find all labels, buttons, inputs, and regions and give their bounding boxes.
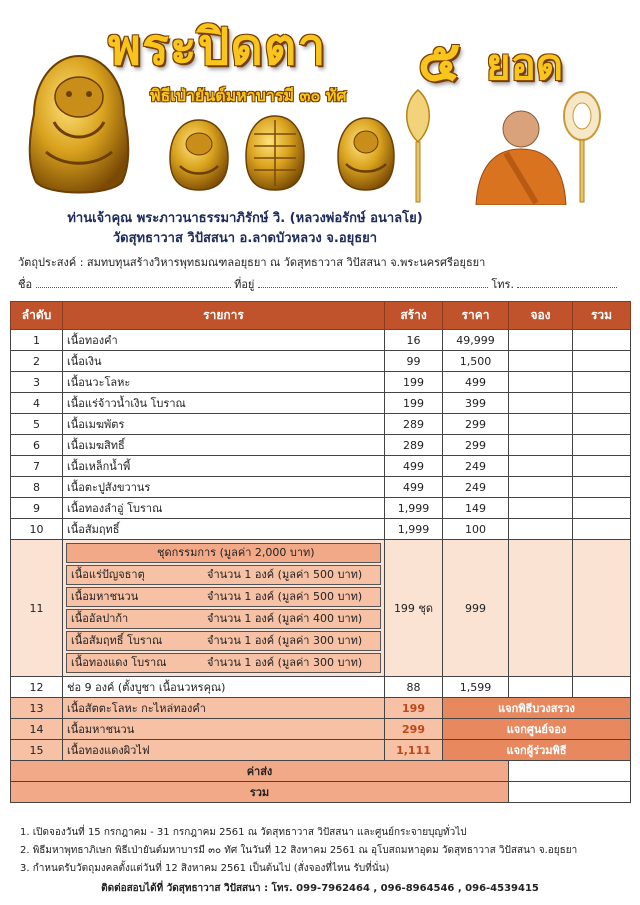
amulet-image-3	[244, 114, 306, 192]
row-reserve-cell[interactable]	[509, 677, 573, 698]
set-total-cell[interactable]	[573, 540, 631, 677]
row-made: 99	[385, 351, 443, 372]
row-item: เนื้อเมฆสิทธิ์	[63, 435, 385, 456]
row-total-cell[interactable]	[573, 477, 631, 498]
shipping-value-cell[interactable]	[509, 761, 631, 782]
address-input[interactable]	[258, 278, 488, 288]
set-item-qty: จำนวน 1 องค์ (มูลค่า 400 บาท)	[207, 612, 363, 625]
row-price: 49,999	[443, 330, 509, 351]
header-price: ราคา	[443, 302, 509, 330]
table-header-row	[11, 302, 631, 330]
row-price: 249	[443, 477, 509, 498]
name-label: ชื่อ	[18, 278, 33, 291]
phone-input[interactable]	[517, 278, 617, 288]
row-total-cell[interactable]	[573, 677, 631, 698]
set-reserve-cell[interactable]	[509, 540, 573, 677]
row-reserve-cell[interactable]	[509, 372, 573, 393]
note-item: 1. เปิดจองวันที่ 15 กรกฎาคม - 31 กรกฎาคม 2561 ณ วัดสุทธาวาส วิปัสสนา และศูนย์กระจายบุญทั่วไป	[20, 827, 467, 838]
row-total-cell[interactable]	[573, 435, 631, 456]
gift-note: แจกพิธีบวงสรวง	[443, 698, 631, 719]
header-item: รายการ	[63, 302, 385, 330]
sum-value-cell[interactable]	[509, 782, 631, 803]
header-reserve: จอง	[509, 302, 573, 330]
table-row-set	[11, 540, 631, 677]
shipping-row	[11, 761, 631, 782]
row-made: 1,111	[385, 740, 443, 761]
row-index: 4	[11, 393, 63, 414]
title-suffix: ยอด	[486, 40, 564, 89]
row-index: 5	[11, 414, 63, 435]
row-reserve-cell[interactable]	[509, 477, 573, 498]
row-reserve-cell[interactable]	[509, 393, 573, 414]
row-price: 1,599	[443, 677, 509, 698]
row-total-cell[interactable]	[573, 372, 631, 393]
row-price: 249	[443, 456, 509, 477]
contact-info: ติดต่อสอบได้ที่ วัดสุทธาวาส วิปัสสนา : โทร. 099-7962464 , 096-8964546 , 096-4539415	[101, 883, 539, 894]
row-reserve-cell[interactable]	[509, 456, 573, 477]
gift-note: แจกศูนย์จอง	[443, 719, 631, 740]
row-index: 1	[11, 330, 63, 351]
table-row	[11, 372, 631, 393]
row-made: 499	[385, 456, 443, 477]
row-index: 14	[11, 719, 63, 740]
row-price: 1,500	[443, 351, 509, 372]
table-row	[11, 477, 631, 498]
set-item-qty: จำนวน 1 องค์ (มูลค่า 300 บาท)	[207, 634, 363, 647]
row-made: 88	[385, 677, 443, 698]
address-label: ที่อยู่	[234, 278, 255, 291]
amulet-image-4	[336, 116, 396, 192]
set-item-name: เนื้อแร่ปัญจธาตุ	[71, 568, 145, 581]
notes	[20, 824, 577, 878]
row-price: 100	[443, 519, 509, 540]
table-row	[11, 677, 631, 698]
set-item-name: เนื้อมหาชนวน	[71, 590, 139, 603]
set-item	[66, 653, 381, 673]
set-item	[66, 565, 381, 585]
set-item-qty: จำนวน 1 องค์ (มูลค่า 500 บาท)	[207, 590, 363, 603]
header	[0, 0, 640, 200]
gift-row	[11, 698, 631, 719]
row-made: 199	[385, 372, 443, 393]
title-subtitle: พิธีเป่ายันต์มหาบารมี ๓๐ ทัศ	[150, 86, 347, 105]
customer-form-line	[18, 275, 628, 293]
row-item: เนื้อแร่จ้าวน้ำเงิน โบราณ	[63, 393, 385, 414]
row-item: เนื้อสัตตะโลหะ กะไหล่ทองคำ	[63, 698, 385, 719]
set-item	[66, 609, 381, 629]
row-index: 7	[11, 456, 63, 477]
row-item: เนื้อมหาชนวน	[63, 719, 385, 740]
row-index: 15	[11, 740, 63, 761]
set-item-name: เนื้อทองแดง โบราณ	[71, 656, 167, 669]
row-reserve-cell[interactable]	[509, 351, 573, 372]
row-made: 1,999	[385, 519, 443, 540]
left-ornament-image	[398, 86, 438, 206]
header-made: สร้าง	[385, 302, 443, 330]
table-row	[11, 330, 631, 351]
set-price: 999	[443, 540, 509, 677]
monk-portrait-image	[466, 105, 576, 205]
row-reserve-cell[interactable]	[509, 435, 573, 456]
title-main: พระปิดตา	[108, 18, 327, 76]
temple-location-line: วัดสุทธาวาส วิปัสสนา อ.ลาดบัวหลวง จ.อยุธยา	[112, 231, 378, 246]
set-item-qty: จำนวน 1 องค์ (มูลค่า 300 บาท)	[207, 656, 363, 669]
table-row	[11, 498, 631, 519]
table-row	[11, 435, 631, 456]
set-item-name: เนื้อสัมฤทธิ์ โบราณ	[71, 634, 163, 647]
row-item: เนื้อทองคำ	[63, 330, 385, 351]
title-number-five: ๕	[418, 29, 461, 94]
sum-label: รวม	[11, 782, 509, 803]
row-total-cell[interactable]	[573, 330, 631, 351]
set-items-cell	[63, 540, 385, 677]
set-item	[66, 587, 381, 607]
row-index: 13	[11, 698, 63, 719]
amulet-image-2	[168, 118, 230, 192]
row-made: 499	[385, 477, 443, 498]
order-table	[10, 301, 631, 803]
row-index: 3	[11, 372, 63, 393]
sum-row	[11, 782, 631, 803]
row-reserve-cell[interactable]	[509, 414, 573, 435]
row-reserve-cell[interactable]	[509, 498, 573, 519]
row-item: เนื้อนวะโลหะ	[63, 372, 385, 393]
table-row	[11, 351, 631, 372]
row-made: 289	[385, 414, 443, 435]
row-index: 10	[11, 519, 63, 540]
row-reserve-cell[interactable]	[509, 330, 573, 351]
row-item: ช่อ 9 องค์ (ตั้งบูชา เนื้อนวหรคุณ)	[63, 677, 385, 698]
row-index: 6	[11, 435, 63, 456]
set-title: ชุดกรรมการ (มูลค่า 2,000 บาท)	[66, 543, 381, 563]
gift-row	[11, 719, 631, 740]
set-item-name: เนื้ออัลปาก้า	[71, 612, 129, 625]
row-item: เนื้อเงิน	[63, 351, 385, 372]
row-price: 149	[443, 498, 509, 519]
row-total-cell[interactable]	[573, 519, 631, 540]
gift-note: แจกผู้ร่วมพิธี	[443, 740, 631, 761]
large-amulet-image	[24, 52, 134, 197]
table-row	[11, 519, 631, 540]
row-made: 199	[385, 698, 443, 719]
row-item: เนื้อสัมฤทธิ์	[63, 519, 385, 540]
row-price: 399	[443, 393, 509, 414]
row-index: 11	[11, 540, 63, 677]
row-item: เนื้อเมฆพัตร	[63, 414, 385, 435]
row-made: 299	[385, 719, 443, 740]
header-total: รวม	[573, 302, 631, 330]
row-index: 9	[11, 498, 63, 519]
row-index: 8	[11, 477, 63, 498]
row-made: 289	[385, 435, 443, 456]
row-item: เนื้อตะปูสังขวานร	[63, 477, 385, 498]
row-item: เนื้อทองแดงผิวไฟ	[63, 740, 385, 761]
table-row	[11, 393, 631, 414]
row-index: 2	[11, 351, 63, 372]
row-total-cell[interactable]	[573, 351, 631, 372]
row-price: 499	[443, 372, 509, 393]
gift-row	[11, 740, 631, 761]
header-index: ลำดับ	[11, 302, 63, 330]
table-row	[11, 456, 631, 477]
temple-abbot-line: ท่านเจ้าคุณ พระภาวนาธรรมาภิรักษ์ วิ. (หลวงพ่อรักษ์ อนาลโย)	[67, 211, 423, 226]
row-made: 1,999	[385, 498, 443, 519]
set-item	[66, 631, 381, 651]
set-item-qty: จำนวน 1 องค์ (มูลค่า 500 บาท)	[207, 568, 363, 581]
row-item: เนื้อเหล็กน้ำพี้	[63, 456, 385, 477]
row-item: เนื้อทองลำอู่ โบราณ	[63, 498, 385, 519]
phone-label: โทร.	[491, 278, 514, 291]
name-input[interactable]	[36, 278, 231, 288]
row-index: 12	[11, 677, 63, 698]
row-total-cell[interactable]	[573, 393, 631, 414]
row-price: 299	[443, 435, 509, 456]
row-made: 16	[385, 330, 443, 351]
purpose-text: วัตถุประสงค์ : สมทบทุนสร้างวิหารพุทธมณฑลอยุธยา ณ วัดสุทธาวาส วิปัสสนา จ.พระนครศรีอยุธยา	[18, 256, 486, 269]
row-total-cell[interactable]	[573, 498, 631, 519]
row-made: 199	[385, 393, 443, 414]
row-price: 299	[443, 414, 509, 435]
note-item: 2. พิธีมหาพุทธาภิเษก พิธีเป่ายันต์มหาบารมี ๓๐ ทัศ ในวันที่ 12 สิงหาคม 2561 ณ อุโบสถมหาอุดม วัดสุทธาวาส วิปัสสนา จ.อยุธยา	[20, 845, 578, 856]
row-total-cell[interactable]	[573, 456, 631, 477]
shipping-label: ค่าส่ง	[11, 761, 509, 782]
table-row	[11, 414, 631, 435]
row-total-cell[interactable]	[573, 414, 631, 435]
set-made: 199 ชุด	[385, 540, 443, 677]
row-reserve-cell[interactable]	[509, 519, 573, 540]
note-item: 3. กำหนดรับวัตถุมงคลตั้งแต่วันที่ 12 สิงหาคม 2561 เป็นต้นไป (สั่งจองที่ไหน รับที่นั่น)	[20, 863, 390, 874]
